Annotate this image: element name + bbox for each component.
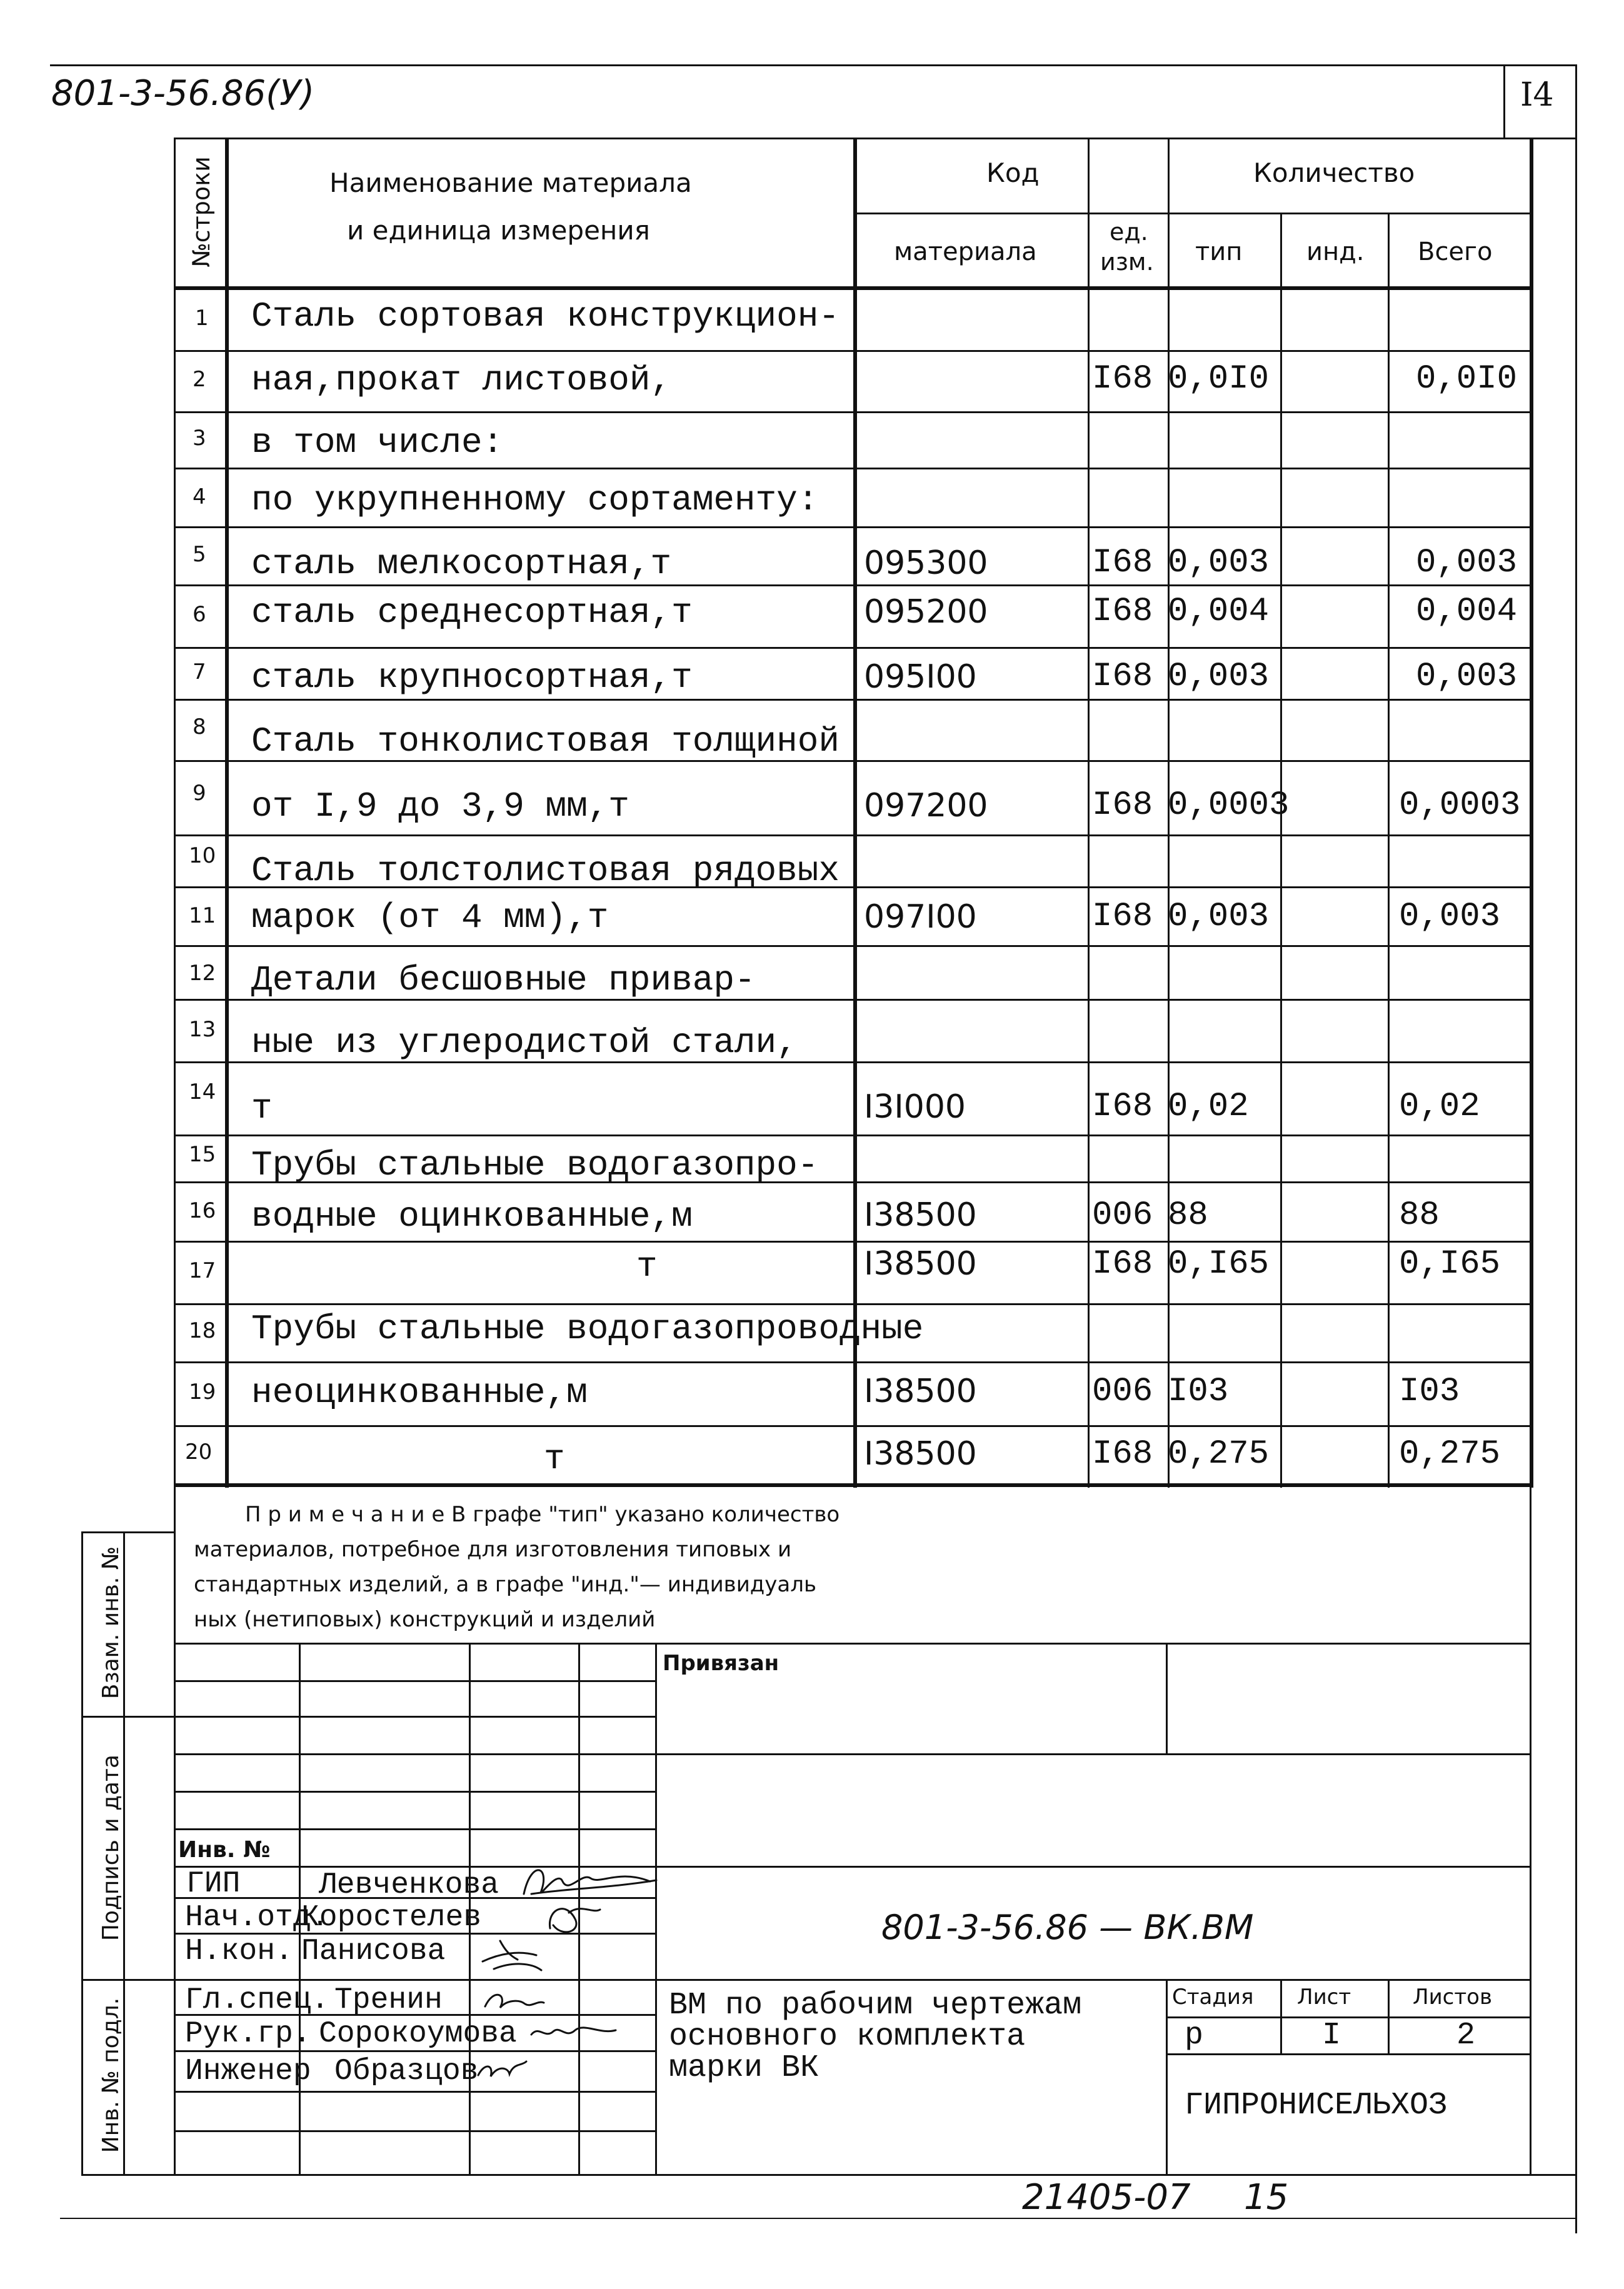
row-number: 10: [189, 843, 216, 868]
column-header-total: Всего: [1418, 238, 1493, 266]
row-name: ные из углеродистой стали,: [251, 1023, 798, 1063]
row-total: 88: [1399, 1196, 1440, 1235]
row-number: 16: [189, 1198, 216, 1223]
column-header-name-unit: и единица измерения: [347, 215, 650, 246]
row-type: 0,0003: [1168, 786, 1290, 824]
row-total: I03: [1399, 1373, 1460, 1411]
row-type: 0,0I0: [1168, 360, 1270, 398]
footer-page: 15: [1244, 2177, 1289, 2218]
row-type: 0,003: [1168, 658, 1270, 696]
column-header-material-code: материала: [894, 238, 1037, 266]
row-total: 0,02: [1399, 1088, 1480, 1126]
row-unit: I68: [1092, 898, 1153, 936]
row-number: 6: [193, 602, 206, 627]
row-name: водные оцинкованные,м: [251, 1196, 693, 1236]
row-unit: I68: [1092, 658, 1153, 696]
document-code: 801-3-56.86(У): [51, 73, 315, 114]
column-header-unit: ед.: [1110, 218, 1148, 246]
signer-name: Сорокоумова: [319, 2017, 517, 2051]
stage-label: Стадия: [1172, 1985, 1254, 2010]
row-code: 097I00: [864, 898, 977, 936]
note-line: материалов, потребное для изготовления типовых и: [194, 1537, 792, 1562]
note-line: ных (нетиповых) конструкций и изделий: [194, 1607, 656, 1632]
row-unit: I68: [1092, 593, 1153, 631]
row-name: от I,9 до 3,9 мм,т: [251, 786, 629, 826]
row-type: 88: [1168, 1196, 1208, 1235]
row-unit: I68: [1092, 1435, 1153, 1473]
row-number: 19: [189, 1380, 216, 1405]
signer-name: Панисова: [301, 1935, 446, 1968]
signer-role: Инженер: [185, 2055, 311, 2088]
row-unit: 006: [1092, 1196, 1153, 1235]
sheets-label: Листов: [1413, 1985, 1493, 2010]
row-number: 18: [189, 1318, 216, 1343]
row-number: 14: [189, 1079, 216, 1104]
document-designation: 801-3-56.86 — ВК.ВМ: [881, 1908, 1254, 1947]
column-header-individual: инд.: [1306, 238, 1365, 266]
note-line: П р и м е ч а н и е В графе "тип" указано количество: [245, 1502, 840, 1527]
row-code: I38500: [864, 1373, 977, 1410]
row-code: I38500: [864, 1196, 977, 1234]
column-header-type: тип: [1195, 238, 1243, 266]
row-type: I03: [1168, 1373, 1229, 1411]
column-header-row-number: №строки: [188, 156, 215, 268]
column-header-code: Код: [986, 158, 1040, 188]
row-unit: I68: [1092, 1088, 1153, 1126]
row-name: марок (от 4 мм),т: [251, 898, 609, 938]
linked-label: Привязан: [663, 1651, 779, 1676]
signer-role: Нач.отд.: [185, 1901, 329, 1935]
row-total: 0,003: [1416, 658, 1518, 696]
row-unit: 006: [1092, 1373, 1153, 1411]
row-number: 2: [193, 367, 206, 392]
row-name: Трубы стальные водогазопроводные: [251, 1309, 924, 1349]
row-name: т: [251, 1088, 273, 1128]
archive-number: 21405-07: [1022, 2177, 1191, 2218]
signer-role: ГИП: [186, 1867, 241, 1901]
row-name: ная,прокат листовой,: [251, 360, 672, 400]
row-code: I38500: [864, 1245, 977, 1283]
row-number: 9: [193, 781, 206, 806]
row-code: 095I00: [864, 658, 977, 696]
row-unit: I68: [1092, 360, 1153, 398]
row-number: 4: [193, 484, 206, 509]
row-type: 0,003: [1168, 544, 1270, 582]
document-title-line: ВМ по рабочим чертежам: [669, 1988, 1082, 2023]
row-name: Сталь толстолистовая рядовых: [251, 851, 840, 891]
row-name: Детали бесшовные привар-: [251, 960, 756, 1000]
note-line: стандартных изделий, а в графе "инд."— индивидуаль: [194, 1572, 817, 1597]
row-number: 5: [193, 542, 206, 567]
row-number: 1: [195, 306, 209, 331]
side-label-original-inventory: Инв. № подл.: [98, 1997, 124, 2153]
row-code: 095300: [864, 544, 988, 582]
side-label-replacement-inventory: Взам. инв. №: [98, 1546, 124, 1700]
sheet-value: I: [1322, 2018, 1341, 2053]
row-code: I3I000: [864, 1088, 966, 1126]
inventory-number-label: Инв. №: [178, 1837, 271, 1863]
signer-role: Гл.спец.: [185, 1983, 329, 2017]
row-total: 0,004: [1416, 593, 1518, 631]
row-number: 3: [193, 426, 206, 451]
row-name: по укрупненному сортаменту:: [251, 480, 819, 520]
sheets-value: 2: [1456, 2018, 1476, 2053]
row-code: I38500: [864, 1435, 977, 1473]
sheet-label: Лист: [1297, 1985, 1351, 2010]
signer-name: Левченкова: [319, 1868, 499, 1902]
stage-value: р: [1185, 2018, 1204, 2053]
row-total: 0,0003: [1399, 786, 1521, 824]
signer-role: Рук.гр.: [185, 2017, 311, 2051]
document-title-line: марки ВК: [669, 2050, 820, 2086]
row-code: 097200: [864, 787, 988, 824]
row-unit: I68: [1092, 544, 1153, 582]
row-number: 17: [189, 1258, 216, 1283]
signer-name: Образцов: [334, 2055, 479, 2088]
side-label-signature-date: Подпись и дата: [98, 1754, 124, 1941]
column-header-name: Наименование материала: [329, 168, 692, 198]
row-name: сталь среднесортная,т: [251, 593, 693, 633]
page-number: I4: [1520, 76, 1554, 114]
row-total: 0,0I0: [1416, 360, 1518, 398]
column-header-quantity: Количество: [1253, 158, 1415, 188]
row-number: 7: [193, 659, 206, 684]
row-name: Сталь сортовая конструкцион-: [251, 296, 840, 336]
row-total: 0,003: [1399, 898, 1501, 936]
signer-name: Коростелев: [301, 1901, 482, 1935]
row-code: 095200: [864, 593, 988, 631]
row-type: 0,02: [1168, 1088, 1249, 1126]
row-number: 8: [193, 714, 206, 739]
row-type: 0,004: [1168, 593, 1270, 631]
row-unit: I68: [1092, 1245, 1153, 1283]
document-title-line: основного комплекта: [669, 2019, 1026, 2055]
row-number: 11: [189, 903, 216, 928]
row-name: т: [636, 1246, 658, 1286]
row-name: сталь мелкосортная,т: [251, 544, 672, 584]
row-name: сталь крупносортная,т: [251, 658, 693, 698]
row-number: 15: [189, 1142, 216, 1167]
signer-name: Тренин: [334, 1983, 443, 2017]
row-type: 0,I65: [1168, 1245, 1270, 1283]
organization-name: ГИПРОНИСЕЛЬХОЗ: [1185, 2088, 1448, 2123]
row-number: 20: [185, 1440, 213, 1465]
row-total: 0,003: [1416, 544, 1518, 582]
signer-role: Н.кон.: [185, 1935, 293, 1968]
column-header-unit-2: изм.: [1100, 248, 1154, 276]
row-name: т: [544, 1439, 565, 1479]
row-total: 0,I65: [1399, 1245, 1501, 1283]
row-number: 13: [189, 1017, 216, 1042]
row-number: 12: [189, 961, 216, 986]
row-type: 0,275: [1168, 1435, 1270, 1473]
row-total: 0,275: [1399, 1435, 1501, 1473]
row-name: Сталь тонколистовая толщиной: [251, 721, 840, 761]
row-name: неоцинкованные,м: [251, 1373, 588, 1413]
row-name: в том числе:: [251, 423, 504, 463]
row-name: Трубы стальные водогазопро-: [251, 1145, 819, 1185]
row-unit: I68: [1092, 786, 1153, 824]
row-type: 0,003: [1168, 898, 1270, 936]
